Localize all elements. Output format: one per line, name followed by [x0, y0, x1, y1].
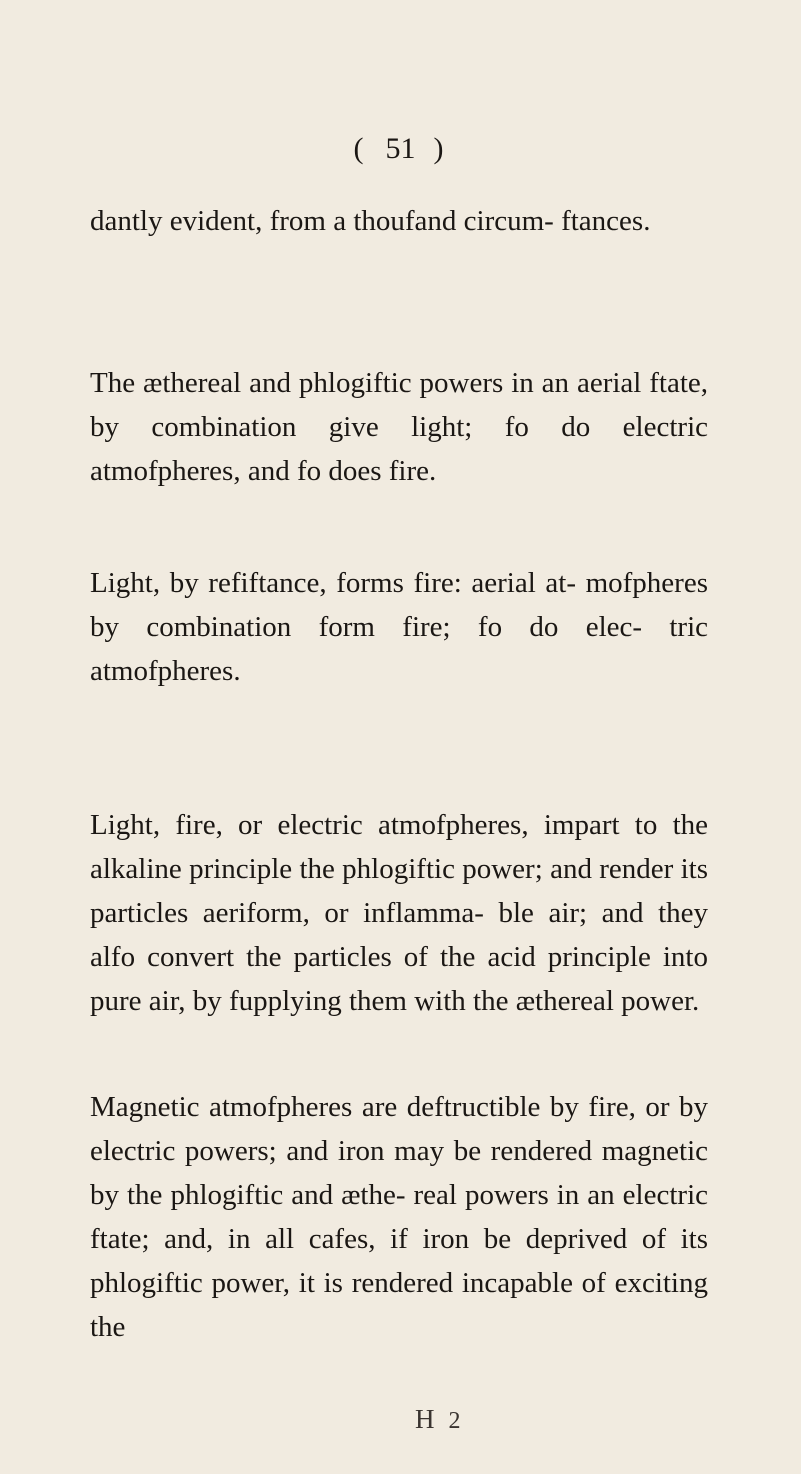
- signature-letter: H: [415, 1404, 435, 1434]
- signature-mark: [415, 1404, 461, 1435]
- paragraph-text: The æthereal and phlogiftic powers in an aerial ftate, by combination give light; fo do electric atmofpheres, and fo does fire.: [90, 367, 708, 487]
- paragraph-text: dantly evident, from a thoufand circum- ftances.: [90, 205, 651, 237]
- paragraph-light-fire: [90, 532, 708, 722]
- paragraph-text: Light, by refiftance, forms fire: aerial at- mofpheres by combination form fire; fo do elec- tric atmofpheres.: [90, 567, 708, 687]
- paragraph-alkaline-principle: [90, 774, 708, 1052]
- paragraph-aethereal-powers: [90, 332, 708, 522]
- paragraph-continuation: [90, 170, 708, 272]
- header-open-paren: (: [353, 132, 368, 165]
- page-header: [0, 132, 801, 166]
- paragraph-text: Light, fire, or electric atmofpheres, impart to the alkaline principle the phlogiftic power; and render its particles aeriform, or inflamma- ble air; and they alfo convert the particles of the acid principle into pure air, by fupplying them with the æthereal power.: [90, 809, 708, 1017]
- header-close-paren: ): [433, 132, 448, 165]
- paragraph-magnetic-atmospheres: [90, 1056, 708, 1378]
- paragraph-text: Magnetic atmofpheres are deftructible by fire, or by electric powers; and iron may be rendered magnetic by the phlogiftic and æthe- real powers in an electric ftate; and, in all cafes, if iron be deprived of its phlogiftic power, it is rendered incapable of exciting the: [90, 1091, 708, 1343]
- signature-number: 2: [448, 1408, 461, 1434]
- page-number: 51: [385, 132, 416, 165]
